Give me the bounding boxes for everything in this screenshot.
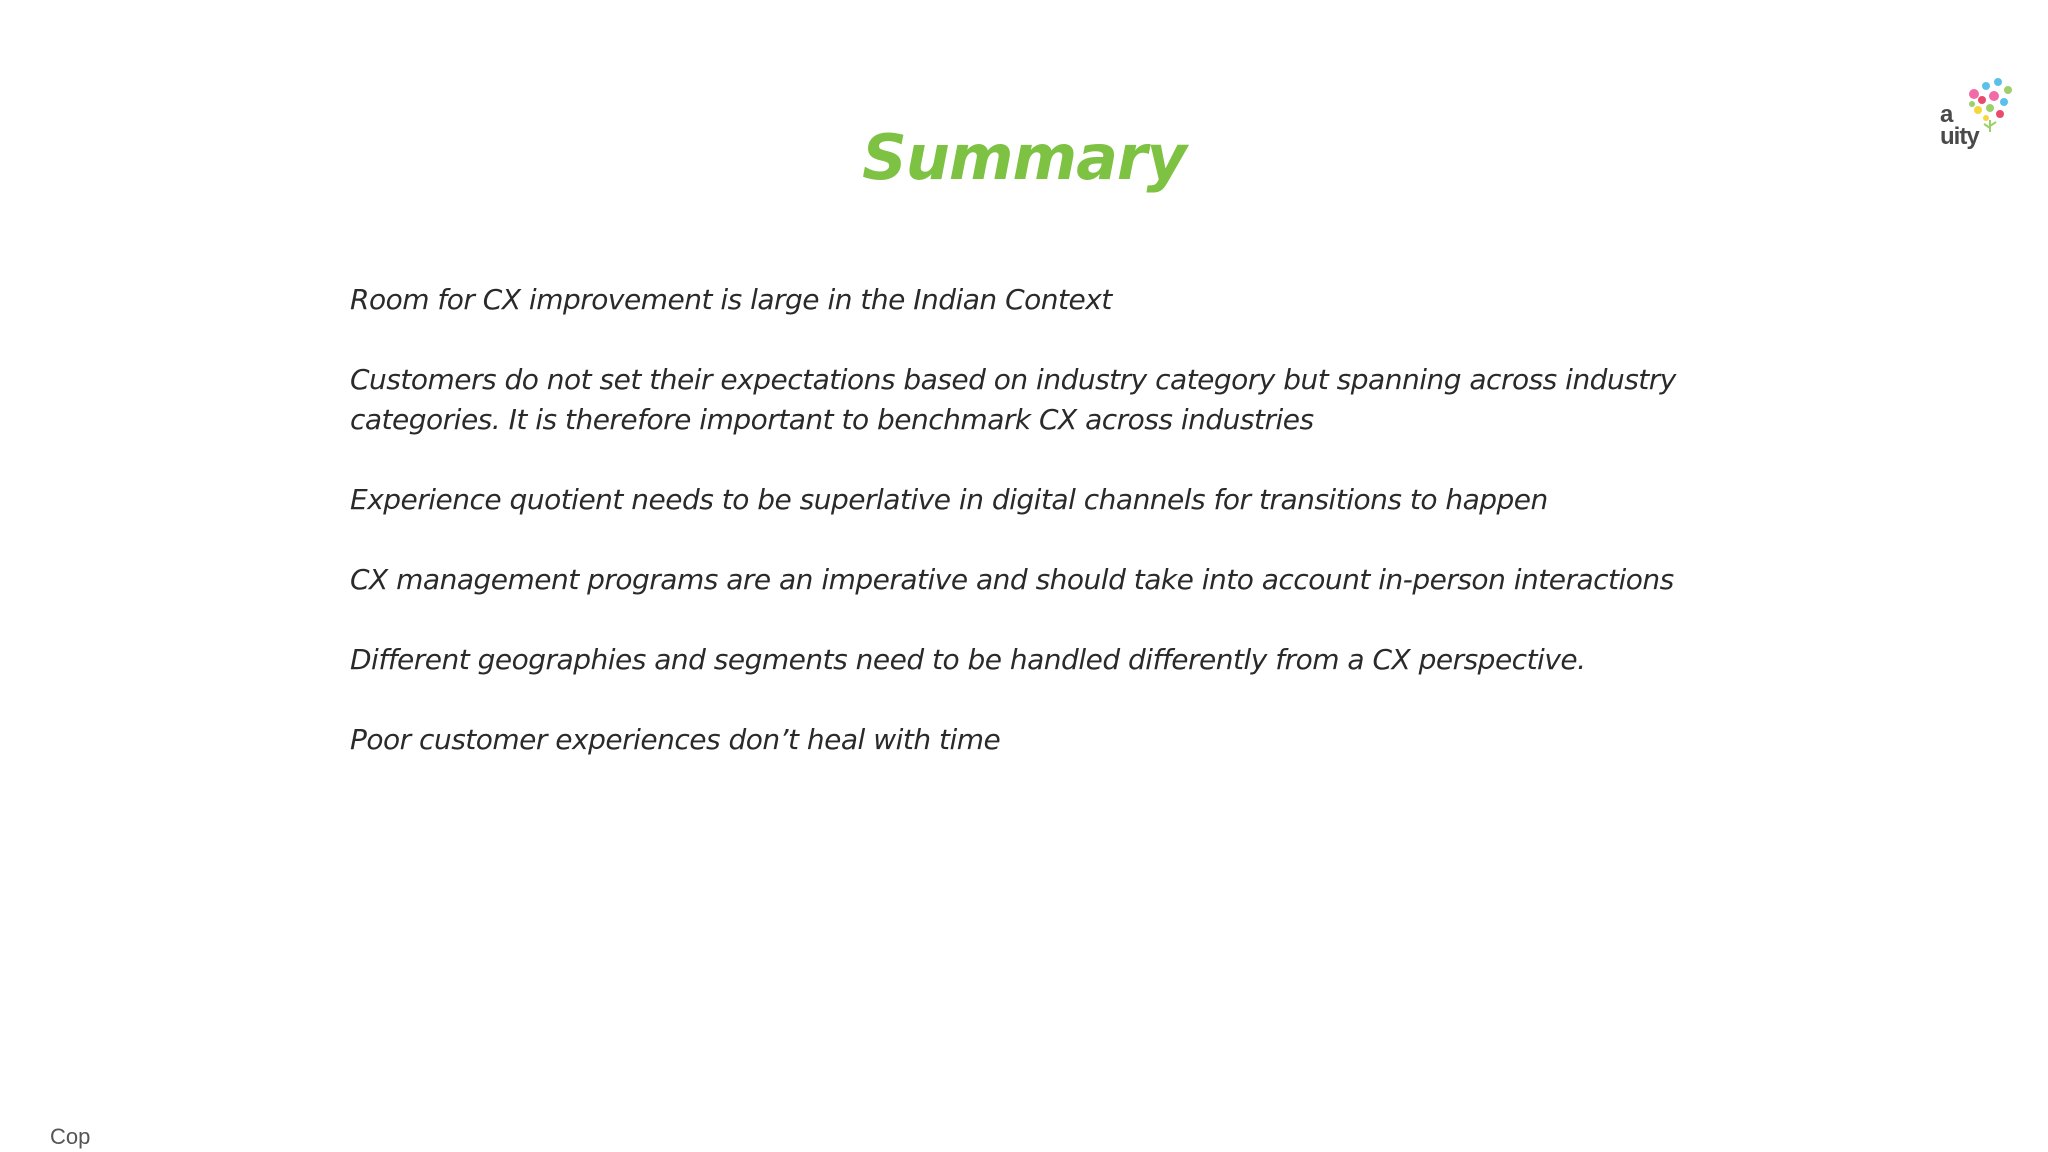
company-logo bbox=[1940, 76, 2030, 160]
summary-point: Customers do not set their expectations based on industry category but spanning across industry categories. It is therefore important to benchmark CX across industries bbox=[350, 363, 1676, 436]
slide-title: Summary bbox=[862, 121, 1186, 194]
summary-point: Room for CX improvement is large in the Indian Context bbox=[350, 283, 1112, 316]
summary-point: Experience quotient needs to be superlative in digital channels for transitions to happen bbox=[350, 483, 1548, 516]
summary-point: Different geographies and segments need to be handled differently from a CX perspective. bbox=[350, 643, 1586, 676]
summary-point: CX management programs are an imperative and should take into account in-person interactions bbox=[350, 563, 1674, 596]
summary-points bbox=[350, 280, 1740, 800]
logo-dots-icon bbox=[1960, 76, 2026, 156]
logo-wordmark: a uity bbox=[1940, 101, 1979, 150]
copyright-footer: Cop bbox=[50, 1124, 91, 1149]
summary-point: Poor customer experiences don’t heal with time bbox=[350, 723, 1001, 756]
